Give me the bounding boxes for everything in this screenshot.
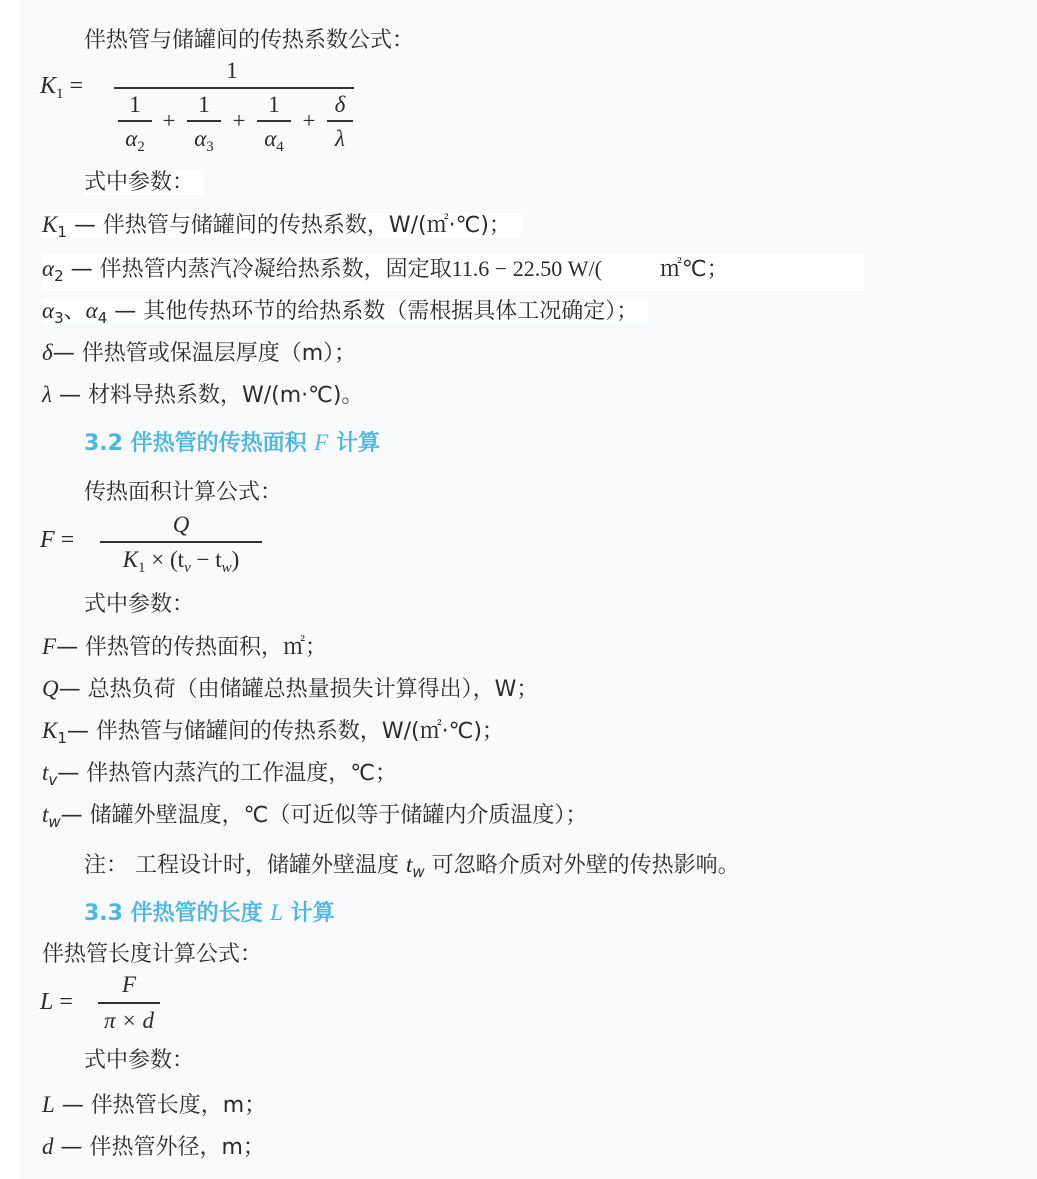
- length-formula-numerator: F: [121, 972, 137, 997]
- param-k1: $K_1$ — 伴热管与储罐间的传热系数，W/(㎡·℃)；: [42, 210, 521, 247]
- area-formula-numerator: Q: [172, 512, 190, 537]
- length-formula-intro: 伴热管长度计算公式：: [42, 942, 263, 967]
- area-formula-intro: 传热面积计算公式：: [84, 480, 283, 505]
- k1-term-2-den: $\alpha_3$: [194, 126, 214, 155]
- document-panel: 伴热管与储罐间的传热系数公式： $K_1$ = 1 1 $\alpha_2$ + 1 $\alpha_3$ + 1 $\alpha_4$ + δ λ 式中参数： $K_1$ — 伴热管与储罐间的传热系数，W/(㎡·℃)； $\alpha_2$ — 伴热管内蒸汽冷凝给热系数，固定取11.6 − 22.50 W/( ㎡℃； $\alpha_3$、$\alpha_4$ — 其他传热环节的给热系数（需根据具体工况确定）； δ— 伴热管或保温层厚度（m）； λ — 材料导热系数，W/(m·℃)。 3.2 伴热管的传热面积 F 计算 传热面积计算公式： F = Q $K_1 \times (t_v - t_w)$ 式中参数： F— 伴热管的传热面积，㎡； Q— 总热负荷（由储罐总热量损失计算得出），W； $K_1—$ 伴热管与储罐间的传热系数，W/(㎡·℃)； $t_v—$ 伴热管内蒸汽的工作温度，℃； $t_w—$ 储罐外壁温度，℃（可近似等于储罐内介质温度）； 注： 工程设计时，储罐外壁温度 $t_w$ 可忽略介质对外壁的传热影响。 3.3 伴热管的长度 L 计算 伴热管长度计算公式： L = F π × d 式中参数： L — 伴热管长度，m； d — 伴热管外径，m；: [20, 0, 1036, 1179]
- k1-formula-numerator: 1: [226, 58, 238, 83]
- k1-term-4-den: λ: [335, 126, 345, 151]
- param-delta: δ— 伴热管或保温层厚度（m）；: [42, 340, 357, 366]
- section-heading-3-3: 3.3 伴热管的长度 L 计算: [84, 900, 335, 926]
- param-f: F— 伴热管的传热面积，㎡；: [42, 634, 328, 660]
- param-tv: $t_v—$ 伴热管内蒸汽的工作温度，℃；: [42, 760, 397, 789]
- param-alpha3-alpha4: $\alpha_3$、$\alpha_4$ — 其他传热环节的给热系数（需根据具体工况确定）；: [42, 296, 648, 333]
- sec31-params-label: 式中参数：: [84, 168, 204, 198]
- k1-term-1-den: $\alpha_2$: [125, 126, 145, 155]
- param-alpha2: $\alpha_2$ — 伴热管内蒸汽冷凝给热系数，固定取11.6 − 22.50 W/( ㎡℃；: [42, 254, 864, 291]
- param-tw: $t_w—$ 储罐外壁温度，℃（可近似等于储罐内介质温度）；: [42, 802, 588, 831]
- length-formula-denominator: π × d: [103, 1008, 155, 1033]
- k1-term-3-num: 1: [268, 92, 280, 117]
- design-note: 注： 工程设计时，储罐外壁温度 $t_w$ 可忽略介质对外壁的传热影响。: [84, 852, 740, 881]
- k1-term-3-den: $\alpha_4$: [264, 126, 284, 155]
- k1-term-2-num: 1: [198, 92, 210, 117]
- param-d: d — 伴热管外径，m；: [42, 1134, 265, 1160]
- sec33-params-label: 式中参数：: [84, 1048, 195, 1073]
- k1-formula-lhs: K: [40, 73, 57, 99]
- k1-main-fraction-bar: [114, 87, 354, 89]
- param-l: L — 伴热管长度，m；: [42, 1092, 267, 1118]
- sec32-params-label: 式中参数：: [84, 592, 195, 617]
- param-lambda: λ — 材料导热系数，W/(m·℃)。: [42, 382, 364, 408]
- k1-term-4-num: δ: [334, 92, 346, 117]
- param-k1-area: $K_1—$ 伴热管与储罐间的传热系数，W/(㎡·℃)；: [42, 718, 504, 747]
- area-formula-denominator: $K_1 \times (t_v - t_w)$: [122, 547, 240, 576]
- k1-formula-intro: 伴热管与储罐间的传热系数公式：: [84, 28, 415, 53]
- section-heading-3-2: 3.2 伴热管的传热面积 F 计算: [84, 430, 381, 456]
- k1-term-1-num: 1: [129, 92, 141, 117]
- param-q: Q— 总热负荷（由储罐总热量损失计算得出），W；: [42, 676, 539, 702]
